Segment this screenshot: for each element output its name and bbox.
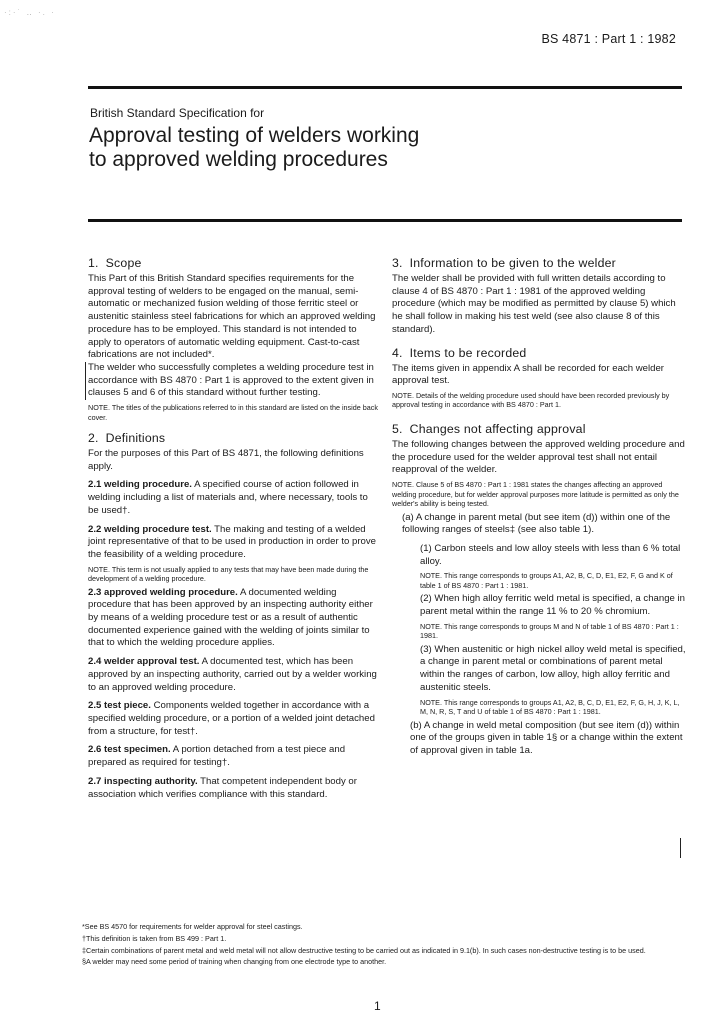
footnote: *See BS 4570 for requirements for welder approval for steel castings. [82, 922, 303, 931]
change-item-a1-note: NOTE. This range corresponds to groups A1, A2, B, C, D, E1, E2, F, G and K of table 1 of BS 4870 : Part 1 : 1981. [420, 571, 673, 590]
section-heading [88, 431, 378, 445]
right-column [392, 256, 688, 758]
changes-paragraph: The following changes between the approved welding procedure and the procedure used for the welder approval test shall not entail reapproval of the welder. [392, 438, 685, 476]
section-number: 4. [392, 345, 403, 360]
definition-term: 2.1 welding procedure. [88, 479, 192, 491]
scope-paragraph-2: The welder who successfully completes a welding procedure test in accordance with BS 4870 : Part 1 is approved to the extent given in clauses 5 and 6 of this standard without further testing. [85, 362, 378, 400]
change-item-a1: (1) Carbon steels and low alloy steels with less than 6 % total alloy. [420, 542, 681, 567]
section-title: Definitions [105, 431, 166, 446]
definition-text: The making and testing of a welded joint representative of that to be used in production in order to prove the feasibility of a welding procedure. [88, 523, 376, 560]
change-item-a: (a) A change in parent metal (but see item (d)) within one of the following ranges of steels‡ (see also table 1). [402, 511, 671, 536]
section-title: Items to be recorded [409, 345, 527, 360]
definition-2-2-note: NOTE. This term is not usually applied to any tests that may have been made during the development of a welding procedure. [88, 564, 369, 584]
title-line-1: Approval testing of welders working [89, 124, 420, 147]
definition-2-5 [88, 700, 378, 738]
definition-term: 2.2 welding procedure test. [88, 523, 212, 535]
scan-smudge: ·:·˙ ‥ ·. · [4, 8, 56, 17]
footnotes [82, 921, 682, 968]
definition-text: A documented test, which has been approved by an inspecting authority, carried out by a welder working to an approved welding procedure. [88, 656, 377, 693]
section-heading [392, 422, 688, 436]
section-number: 2. [88, 431, 99, 446]
definition-2-7 [88, 776, 378, 801]
scope-paragraph-1: This Part of this British Standard specifies requirements for the approval testing of welders to be engaged on the manual, semi-automatic or mechanized fusion welding of those ferritic steel or austenitic stainless steel fabrications for which an approved welding procedure has to be employed. This standard is not intended to apply to operators of automatic welding equipment. Cast-to-cast fabrications are not included*. [88, 273, 376, 361]
definition-term: 2.3 approved welding procedure. [88, 586, 238, 598]
footnote: ‡Certain combinations of parent metal and weld metal will not allow destructive testing to be carried out as indicated in 9.1(b). In such cases non-destructive testing is to be used. [82, 945, 646, 955]
section-title: Changes not affecting approval [409, 421, 586, 436]
footnote: †This definition is taken from BS 499 : Part 1. [82, 933, 227, 943]
change-item-a2: (2) When high alloy ferritic weld metal is specified, a change in parent metal within the range 11 % to 20 % chromium. [420, 593, 686, 618]
definition-2-2 [88, 524, 378, 562]
definition-text: A portion detached from a test piece and prepared as required for testing†. [88, 744, 346, 769]
spec-for-label: British Standard Specification for [90, 106, 265, 120]
section-heading [392, 346, 688, 360]
section-number: 5. [392, 421, 403, 436]
scope-note: NOTE. The titles of the publications referred to in this standard are listed on the inside back cover. [88, 403, 378, 422]
section-information [392, 256, 688, 337]
changes-note: NOTE. Clause 5 of BS 4870 : Part 1 : 1981 states the changes affecting an approved welding procedure, but for welder approval purposes more latitude is permitted as only the welder's ability is being tested. [392, 480, 679, 509]
definition-2-4 [88, 656, 378, 694]
items-paragraph: The items given in appendix A shall be recorded for each welder approval test. [392, 362, 664, 387]
section-heading [392, 256, 688, 270]
section-number: 1. [88, 256, 99, 270]
definition-term: 2.4 welder approval test. [88, 656, 200, 668]
definition-2-1 [88, 479, 378, 517]
change-item-a2-note: NOTE. This range corresponds to groups M and N of table 1 of BS 4870 : Part 1 : 1981. [420, 621, 679, 641]
definition-term: 2.7 inspecting authority. [88, 775, 198, 787]
spacer [392, 337, 688, 346]
change-item-a3-note: NOTE. This range corresponds to groups A1, A2, B, C, D, E1, E2, F, G, H, J, K, L, M, N, R, S, T and U of table 1 of BS 4870 : Part 1 : 1981. [420, 697, 680, 717]
title-line-2: to approved welding procedures [89, 148, 388, 171]
title-rule [88, 219, 682, 222]
section-number: 3. [392, 256, 403, 270]
definition-text: A documented welding procedure that has been approved by an inspecting authority either by means of a welding procedure test or as a result of authentic documented experience gained with the welding of joints similar to that to which the welding procedure applies. [88, 586, 373, 649]
section-heading [88, 256, 378, 270]
items-note: NOTE. Details of the welding procedure used should have been recorded previously by approval testing in accordance with BS 4870 : Part 1. [392, 390, 670, 410]
definition-term: 2.6 test specimen. [88, 744, 171, 756]
change-item-b: (b) A change in weld metal composition (but see item (d)) within one of the groups given in table 1§ or a change within the extent of approval given in table 1a. [410, 719, 683, 756]
information-paragraph: The welder shall be provided with full written details according to clause 4 of BS 4870 : Part 1 : 1981 of the approved welding procedure (which may be modified as permitted by clause 5) which he shall follow in making his test weld (see also clause 8 of this standard). [392, 273, 676, 335]
change-item-a3: (3) When austenitic or high nickel alloy weld metal is specified, a change in parent metal or combinations of parent metal within the ranges of carbon, low alloy, high alloy ferritic and austenitic steels. [420, 643, 686, 693]
change-bar [680, 838, 681, 858]
footnote: §A welder may need some period of training when changing from one electrode type to another. [82, 957, 387, 967]
top-rule [88, 86, 682, 89]
definition-text: That competent independent body or association which verifies compliance with this standard. [88, 775, 357, 800]
definition-text: Components welded together in accordance with a specified welding procedure, or a portion of a welded joint detached from a structure, for test†. [88, 700, 375, 737]
page-number: 1 [374, 999, 381, 1013]
section-definitions [88, 431, 378, 801]
definition-2-3 [88, 587, 378, 651]
definition-term: 2.5 test piece. [88, 700, 151, 712]
section-title: Information to be given to the welder [409, 256, 616, 270]
section-scope [88, 256, 378, 422]
section-title: Scope [105, 256, 142, 270]
left-column [88, 256, 378, 801]
definition-2-6 [88, 744, 378, 769]
section-items [392, 346, 688, 410]
definitions-intro: For the purposes of this Part of BS 4871, the following definitions apply. [88, 448, 364, 472]
spacer [392, 413, 688, 422]
definition-text: A specified course of action followed in welding including a list of materials and, where necessary, tools to be used†. [88, 479, 368, 516]
document-title [89, 124, 419, 172]
standard-reference: BS 4871 : Part 1 : 1982 [541, 32, 676, 46]
section-changes [392, 422, 688, 758]
